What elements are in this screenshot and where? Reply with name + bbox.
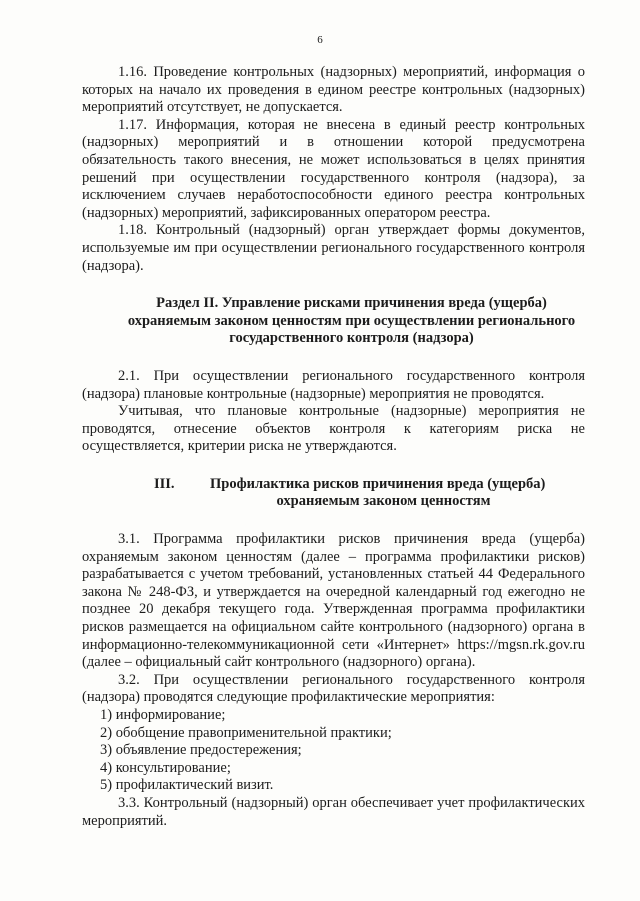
- page-number: 6: [317, 34, 323, 46]
- list-item: 2) обобщение правоприменительной практики;: [100, 724, 392, 741]
- paragraph-1-17: 1.17. Информация, которая не внесена в единый реестр контрольных (надзорных) мероприятий и в отношении которой предусмотрена обязательность такого внесения, не может использоваться в целях принятия решений при осуществлении государственного контроля (надзора), за исключением случаев неработоспособности единого реестра контрольных (надзорных) мероприятий, зафиксированных оператором реестра.: [82, 116, 585, 221]
- section-3-heading-line1: Профилактика рисков причинения вреда (ущерба): [210, 475, 546, 492]
- list-item: 3) объявление предостережения;: [100, 742, 302, 759]
- list-item: 1) информирование;: [100, 707, 226, 723]
- section-2-heading: Раздел II. Управление рисками причинения вреда (ущерба) охраняемым законом ценностям при осуществлении регионального государственного контроля (надзора): [127, 295, 576, 347]
- paragraph-1-18: 1.18. Контрольный (надзорный) орган утверждает формы документов, используемые им при осуществлении регионального государственного контроля (надзора).: [82, 222, 585, 274]
- list-item: 5) профилактический визит.: [100, 777, 274, 794]
- paragraph-3-3: 3.3. Контрольный (надзорный) орган обеспечивает учет профилактических мероприятий.: [82, 794, 585, 829]
- section-3-number: III.: [154, 475, 175, 492]
- paragraph-3-2: 3.2. При осуществлении регионального государственного контроля (надзора) проводятся следующие профилактические мероприятия:: [82, 671, 585, 706]
- list-item: 4) консультирование;: [100, 759, 231, 776]
- prevention-measures-list: [82, 707, 585, 795]
- section-3-heading: [82, 476, 585, 494]
- paragraph-3-1: 3.1. Программа профилактики рисков причинения вреда (ущерба) охраняемым законом ценностям (далее – программа профилактики рисков) разрабатывается с учетом требований, установленных статьей 44 Федерального закона № 248-ФЗ, и утверждается на очередной календарный год ежегодно не позднее 20 декабря текущего года. Утвержденная программа профилактики рисков размещается на официальном сайте контрольного (надзорного) органа в информационно-телекоммуникационной сети «Интернет» https://mgsn.rk.gov.ru (далее – официальный сайт контрольного (надзорного) органа).: [82, 531, 585, 671]
- paragraph-2-1: 2.1. При осуществлении регионального государственного контроля (надзора) плановые контрольные (надзорные) мероприятия не проводятся.: [82, 367, 585, 402]
- paragraph-2-risk: Учитывая, что плановые контрольные (надзорные) мероприятия не проводятся, отнесение объектов контроля к категориям риска не осуществляется, критерии риска не утверждаются.: [82, 403, 585, 455]
- document-body: [82, 64, 585, 830]
- paragraph-1-16: 1.16. Проведение контрольных (надзорных) мероприятий, информация о которых на начало их проведения в едином реестре контрольных (надзорных) мероприятий отсутствует, не допускается.: [82, 64, 585, 116]
- section-3-heading-line2: охраняемым законом ценностям: [276, 493, 491, 510]
